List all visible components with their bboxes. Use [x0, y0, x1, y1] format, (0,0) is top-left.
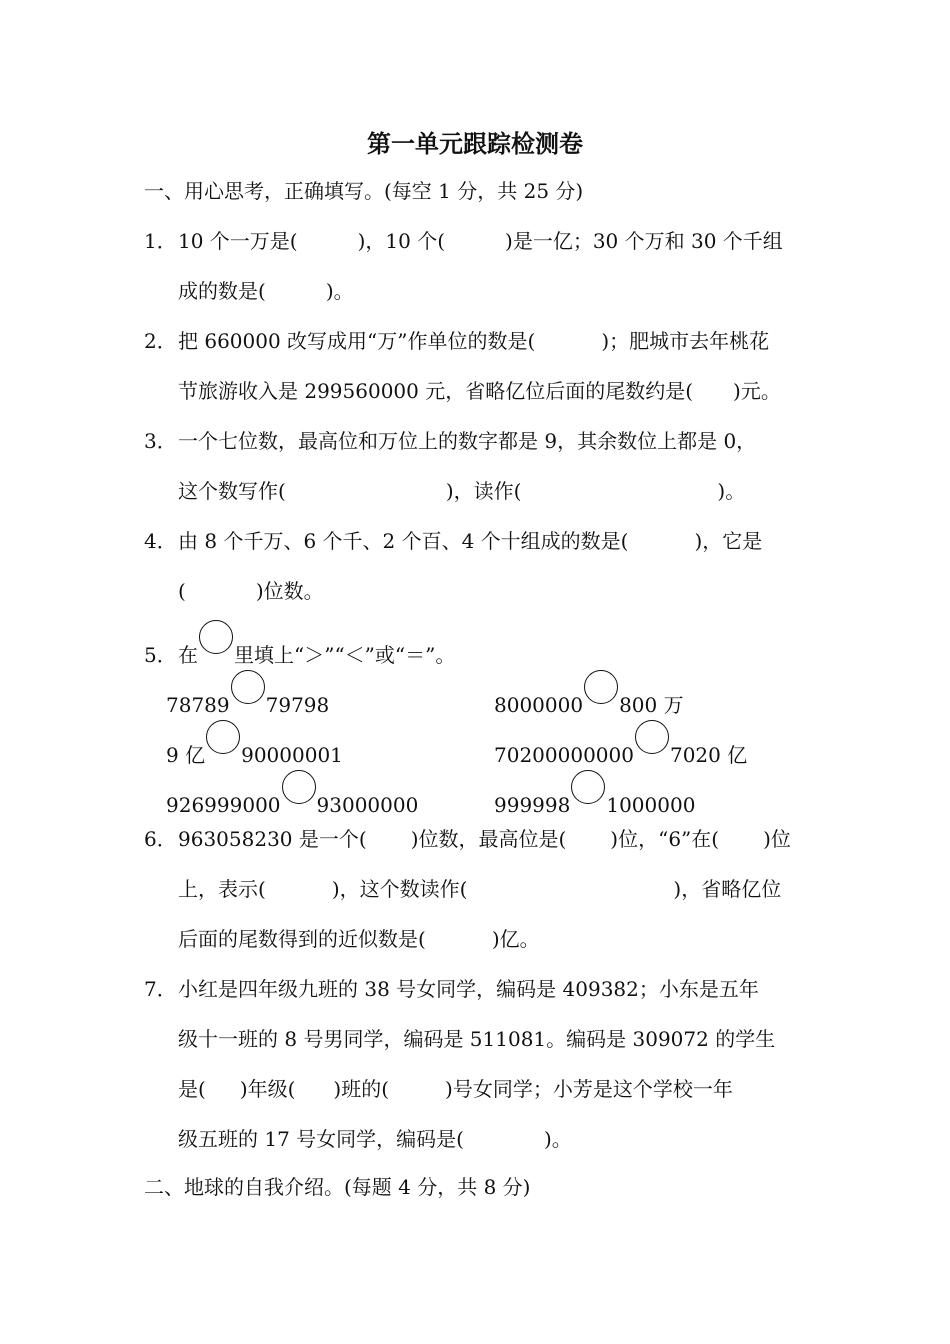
text: )位: [763, 827, 791, 851]
text: )位数，最高位是(: [410, 827, 567, 851]
question-6-line-1: [144, 824, 791, 854]
circle-icon: [199, 620, 233, 654]
compare-right: 800 万: [619, 693, 684, 717]
text: )，10 个(: [357, 229, 446, 253]
question-number: 2．: [144, 329, 177, 353]
compare-right: 79798: [265, 693, 330, 717]
question-3-line-1: [144, 426, 756, 456]
text: )，读作(: [445, 479, 522, 503]
question-7-line-2: [178, 1024, 775, 1054]
compare-item: [494, 780, 695, 820]
text: 这个数写作(: [178, 479, 286, 503]
question-3-line-2: [178, 476, 745, 506]
compare-left: 999998: [494, 793, 571, 817]
text: )是一亿；30 个万和 30 个千组: [505, 229, 783, 253]
question-7-line-1: [144, 974, 759, 1004]
question-number: 6．: [144, 827, 177, 851]
compare-left: 78789: [166, 693, 230, 717]
compare-circle[interactable]: [206, 720, 240, 754]
question-2-line-1: [144, 326, 769, 356]
compare-left: 926999000: [166, 793, 281, 817]
compare-item: [494, 680, 684, 720]
compare-right: 90000001: [241, 743, 343, 767]
text: 级五班的 17 号女同学，编码是(: [178, 1127, 464, 1151]
compare-right: 93000000: [316, 793, 419, 817]
compare-circle[interactable]: [282, 770, 316, 804]
compare-item: [494, 730, 747, 770]
question-number: 7．: [144, 977, 177, 1001]
question-7-line-3: [178, 1074, 733, 1104]
text: 小红是四年级九班的 38 号女同学，编码是 409382；小东是五年: [178, 977, 759, 1001]
compare-circle[interactable]: [231, 670, 265, 704]
text: )位数。: [255, 579, 324, 603]
compare-right: 7020 亿: [669, 743, 748, 767]
text: )。: [717, 479, 746, 503]
compare-item: [166, 730, 343, 770]
question-4-line-2: [178, 576, 324, 606]
text: 上，表示(: [178, 877, 266, 901]
text: 一个七位数，最高位和万位上的数字都是 9，其余数位上都是 0，: [178, 429, 757, 453]
text: )年级(: [239, 1077, 296, 1101]
question-1-line-1: [144, 226, 783, 256]
text: )，这个数读作(: [331, 877, 468, 901]
text: 级十一班的 8 号男同学，编码是 511081。编码是 309072 的学生: [178, 1027, 776, 1051]
question-5-line-1: [144, 630, 455, 670]
text: 10 个一万是(: [178, 229, 298, 253]
text: )元。: [733, 379, 781, 403]
section-1-heading: 一、用心思考，正确填写。(每空 1 分，共 25 分): [144, 179, 584, 203]
text: (: [178, 579, 186, 603]
compare-circle[interactable]: [635, 720, 669, 754]
compare-item: [166, 780, 418, 820]
question-6-line-2: [178, 874, 781, 904]
text: )。: [543, 1127, 572, 1151]
question-number: 4．: [144, 529, 177, 553]
compare-item: [166, 680, 329, 720]
text: 后面的尾数得到的近似数是(: [178, 927, 426, 951]
text: )位，“6”在(: [610, 827, 720, 851]
section-2-heading: 二、地球的自我介绍。(每题 4 分，共 8 分): [144, 1175, 531, 1199]
compare-left: 9 亿: [166, 743, 206, 767]
text: )；肥城市去年桃花: [601, 329, 770, 353]
text: )，省略亿位: [673, 877, 782, 901]
text: )亿。: [491, 927, 540, 951]
compare-circle[interactable]: [584, 670, 618, 704]
question-4-line-1: [144, 526, 762, 556]
question-2-line-2: [178, 376, 781, 406]
page-title: 第一单元跟踪检测卷: [367, 130, 583, 158]
text: 成的数是(: [178, 279, 266, 303]
text: )，它是: [694, 529, 763, 553]
text: 在: [178, 643, 198, 667]
question-number: 3．: [144, 429, 177, 453]
question-7-line-4: [178, 1124, 572, 1154]
compare-left: 8000000: [494, 693, 584, 717]
text: 963058230 是一个(: [178, 827, 367, 851]
question-number: 1．: [144, 229, 177, 253]
text: )号女同学；小芳是这个学校一年: [445, 1077, 733, 1101]
text: 把 660000 改写成用“万”作单位的数是(: [178, 329, 536, 353]
compare-circle[interactable]: [571, 770, 605, 804]
text: 由 8 个千万、6 个千、2 个百、4 个十组成的数是(: [178, 529, 629, 553]
text: )班的(: [333, 1077, 390, 1101]
question-6-line-3: [178, 924, 540, 954]
text: 是(: [178, 1077, 206, 1101]
text: 节旅游收入是 299560000 元，省略亿位后面的尾数约是(: [178, 379, 694, 403]
text: )。: [325, 279, 354, 303]
question-1-line-2: [178, 276, 354, 306]
question-number: 5．: [144, 643, 177, 667]
compare-right: 1000000: [606, 793, 696, 817]
compare-left: 70200000000: [494, 743, 634, 767]
text: 里填上“＞”“＜”或“＝”。: [234, 643, 456, 667]
